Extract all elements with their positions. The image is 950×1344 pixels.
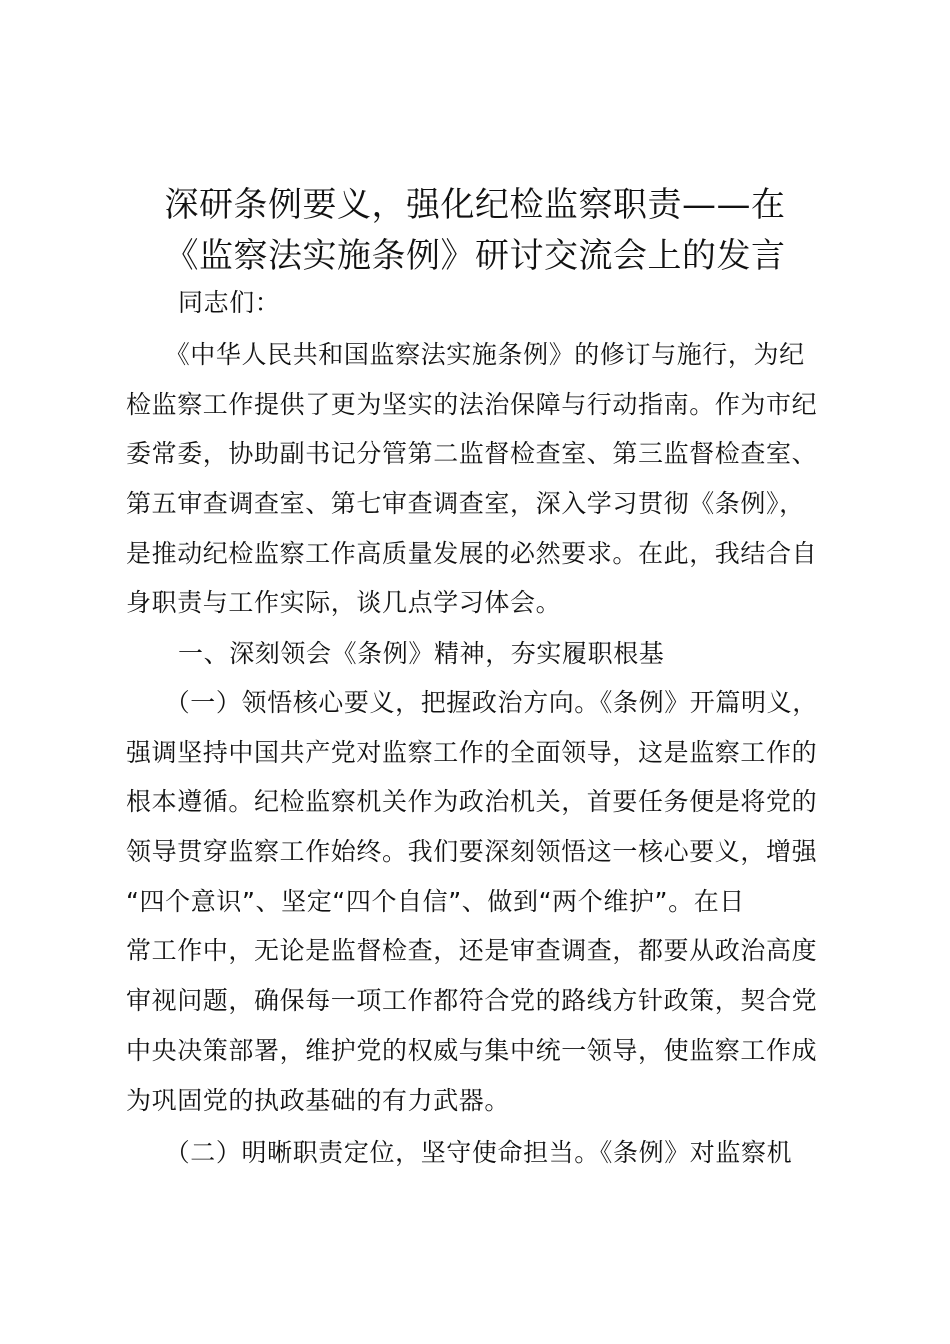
paragraph-line: “四个意识”、坚定“四个自信”、做到“两个维护”。在日 bbox=[126, 886, 745, 916]
paragraph-section-1-1 bbox=[126, 678, 836, 1125]
paragraph-line: 第五审查调查室、第七审查调查室，深入学习贯彻《条例》， bbox=[126, 489, 805, 519]
paragraph-line: 中央决策部署，维护党的权威与集中统一领导，使监察工作成 bbox=[126, 1035, 818, 1065]
document-title bbox=[120, 180, 830, 282]
salutation: 同志们： bbox=[178, 288, 281, 317]
section-heading-1 bbox=[178, 629, 888, 679]
paragraph-line: 强调坚持中国共产党对监察工作的全面领导，这是监察工作的 bbox=[126, 737, 818, 767]
paragraph-intro bbox=[126, 330, 836, 628]
section-heading-text: 一、深刻领会《条例》精神，夯实履职根基 bbox=[178, 639, 665, 668]
paragraph-line: 《中华人民共和国监察法实施条例》的修订与施行，为纪 bbox=[126, 340, 805, 369]
paragraph-line: 委常委，协助副书记分管第二监督检查室、第三监督检查室、 bbox=[126, 439, 818, 469]
paragraph-line: 领导贯穿监察工作始终。我们要深刻领悟这一核心要义，增强 bbox=[126, 837, 818, 867]
paragraph-line: 根本遵循。纪检监察机关作为政治机关，首要任务便是将党的 bbox=[126, 787, 818, 817]
paragraph-line: 身职责与工作实际，谈几点学习体会。 bbox=[126, 588, 562, 618]
paragraph-line: 常工作中，无论是监督检查，还是审查调查，都要从政治高度 bbox=[126, 936, 818, 966]
title-line-2: 《监察法实施条例》研讨交流会上的发言 bbox=[164, 236, 786, 276]
paragraph-line: 审视问题，确保每一项工作都符合党的路线方针政策，契合党 bbox=[126, 986, 818, 1016]
paragraph-line: （一）领悟核心要义，把握政治方向。《条例》开篇明义， bbox=[126, 688, 818, 717]
paragraph-line: 是推动纪检监察工作高质量发展的必然要求。在此，我结合自 bbox=[126, 538, 818, 568]
paragraph-line: 检监察工作提供了更为坚实的法治保障与行动指南。作为市纪 bbox=[126, 389, 818, 419]
paragraph-line: （二）明晰职责定位，坚守使命担当。《条例》对监察机 bbox=[126, 1138, 793, 1167]
paragraph-line: 为巩固党的执政基础的有力武器。 bbox=[126, 1085, 511, 1115]
paragraph-section-1-2 bbox=[126, 1128, 836, 1178]
title-line-1: 深研条例要义，强化纪检监察职责——在 bbox=[164, 185, 786, 225]
